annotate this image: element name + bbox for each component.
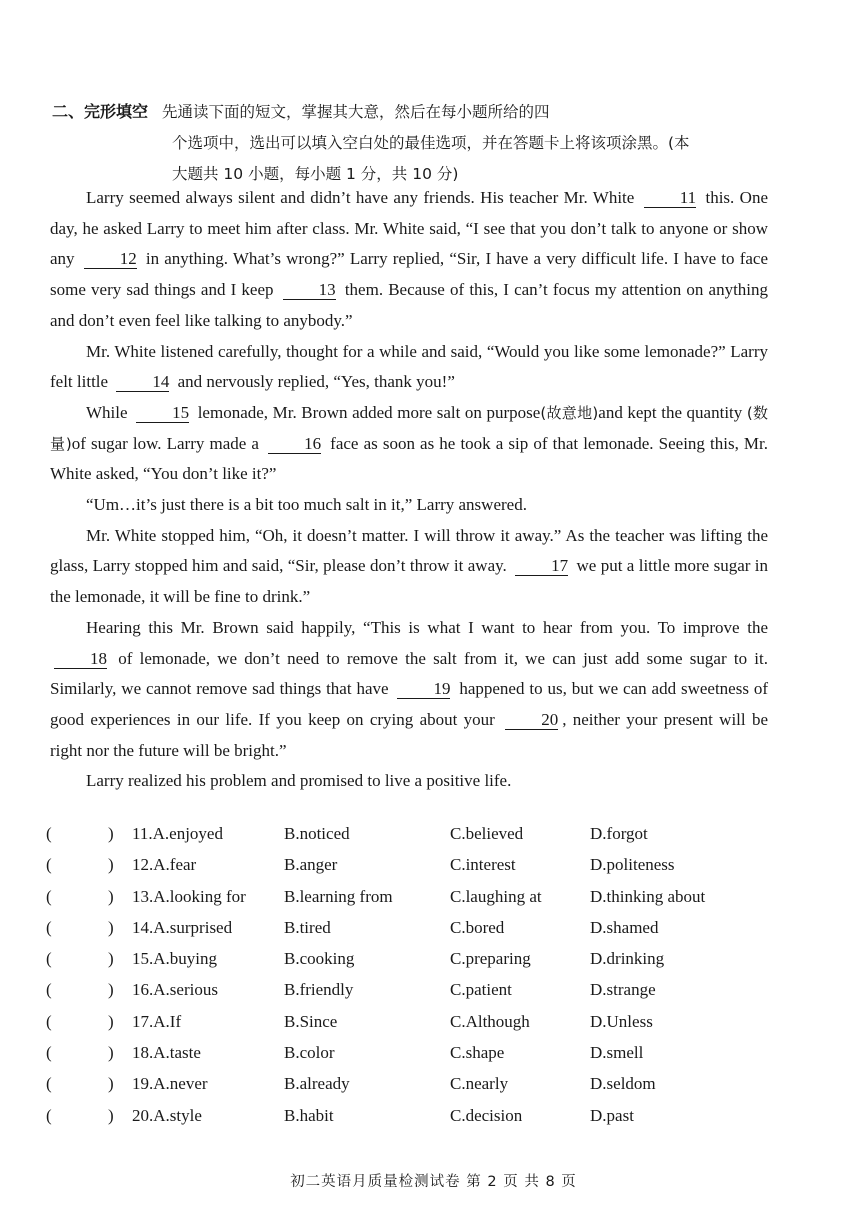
answer-paren-close[interactable]: ) — [108, 1011, 114, 1031]
question-row — [44, 1008, 804, 1039]
blank-19: 19 — [397, 680, 450, 699]
option-d: D.thinking about — [590, 886, 706, 906]
section-title: 完形填空 — [84, 102, 149, 121]
answer-paren-open[interactable]: ( — [46, 1105, 52, 1125]
answer-paren-open[interactable]: ( — [46, 1074, 52, 1094]
option-a: 17.A.If — [132, 1011, 182, 1031]
option-c: C.laughing at — [450, 886, 542, 906]
option-b: B.anger — [284, 855, 338, 875]
blank-14: 14 — [116, 373, 169, 392]
option-d: D.smell — [590, 1043, 644, 1063]
option-b: B.tired — [284, 917, 331, 937]
passage-text: , neither your present will be right nor the future will be bright.” — [50, 709, 768, 760]
question-row — [44, 914, 804, 945]
passage-paragraph-4: “Um…it’s just there is a bit too much salt in it,” Larry answered. — [86, 495, 527, 515]
gloss-text: (数量) — [50, 403, 769, 453]
answer-paren-close[interactable]: ) — [108, 1043, 114, 1063]
passage-paragraph-5 — [50, 521, 768, 613]
option-b: B.cooking — [284, 949, 355, 969]
option-a: 19.A.never — [132, 1074, 208, 1094]
option-c: C.Although — [450, 1011, 530, 1031]
section-header-line1 — [52, 96, 822, 128]
answer-paren-close[interactable]: ) — [108, 1105, 114, 1125]
passage-text: this. One day, he asked Larry to meet him after class. Mr. White said, “I see that you don’t talk to anyone or show any — [50, 188, 769, 269]
option-c: C.decision — [450, 1105, 523, 1125]
blank-13: 13 — [283, 281, 336, 300]
passage-text: happened to us, but we can add sweetness of good experiences in our life. If you keep on crying about your — [50, 679, 768, 729]
passage-paragraph-7: Larry realized his problem and promised to live a positive life. — [86, 771, 512, 791]
option-a: 13.A.looking for — [132, 886, 246, 906]
option-d: D.politeness — [590, 855, 675, 875]
option-d: D.past — [590, 1105, 634, 1125]
option-c: C.bored — [450, 917, 505, 937]
passage-text: them. Because of this, I can’t focus my attention on anything and don’t even feel like talking to anybody.” — [50, 280, 769, 330]
answer-paren-open[interactable]: ( — [46, 824, 52, 843]
option-c: C.patient — [450, 980, 512, 1000]
question-row — [44, 1070, 804, 1101]
passage-paragraph-3 — [50, 398, 768, 490]
passage-paragraph-2 — [50, 337, 768, 398]
passage-text: face as soon as he took a sip of that lemonade. Seeing this, Mr. White asked, “You don’t like it?” — [50, 433, 769, 484]
question-row — [44, 945, 804, 976]
passage-paragraph-6 — [50, 613, 768, 767]
answer-paren-close[interactable]: ) — [108, 949, 114, 969]
passage-text: Mr. White stopped him, “Oh, it doesn’t matter. I will throw it away.” As the teacher was lifting the glass, Larry stopped him and said, “Sir, please don’t throw it away. — [50, 525, 768, 576]
question-row — [44, 1039, 804, 1070]
option-a: 11.A.enjoyed — [132, 824, 223, 843]
option-c: C.believed — [450, 824, 524, 843]
instruction-line-2: 个选项中，选出可以填入空白处的最佳选项，并在答题卡上将该项涂黑。(本 — [172, 134, 690, 152]
passage-text: of sugar low. Larry made a — [71, 433, 259, 453]
question-row — [44, 976, 804, 1007]
passage-text: Larry seemed always silent and didn’t have any friends. His teacher Mr. White — [86, 188, 635, 207]
option-b: B.noticed — [284, 824, 350, 843]
option-d: D.Unless — [590, 1011, 653, 1031]
answer-paren-close[interactable]: ) — [108, 886, 114, 906]
option-d: D.seldom — [590, 1074, 656, 1094]
option-a: 20.A.style — [132, 1105, 202, 1125]
option-c: C.interest — [450, 855, 516, 875]
answer-paren-open[interactable]: ( — [46, 949, 52, 969]
section-number: 二、 — [52, 102, 85, 121]
option-a: 15.A.buying — [132, 949, 217, 969]
answer-paren-close[interactable]: ) — [108, 980, 114, 1000]
option-c: C.nearly — [450, 1074, 509, 1094]
page-footer: 初二英语月质量检测试卷 第 2 页 共 8 页 — [290, 1174, 577, 1190]
instruction-line-1: 先通读下面的短文，掌握其大意，然后在每小题所给的四 — [162, 103, 550, 121]
option-c: C.preparing — [450, 949, 531, 969]
gloss-text: (故意地) — [540, 403, 599, 422]
question-row — [44, 883, 804, 914]
passage-text: and nervously replied, “Yes, thank you!” — [177, 372, 455, 392]
passage-text: Mr. White listened carefully, thought for a while and said, “Would you like some lemonade?” Larry felt little — [50, 341, 768, 392]
option-d: D.forgot — [590, 824, 648, 843]
passage-text: we put a little more sugar in the lemonade, it will be fine to drink.” — [50, 556, 768, 607]
question-row — [44, 851, 804, 882]
blank-18: 18 — [54, 650, 107, 669]
option-b: B.already — [284, 1074, 350, 1094]
blank-16: 16 — [268, 435, 321, 454]
option-d: D.shamed — [590, 917, 659, 937]
option-b: B.color — [284, 1043, 335, 1063]
answer-paren-open[interactable]: ( — [46, 886, 52, 906]
question-row — [44, 1102, 804, 1133]
option-a: 14.A.surprised — [132, 917, 233, 937]
answer-paren-close[interactable]: ) — [108, 855, 114, 875]
passage-text: of lemonade, we don’t need to remove the salt from it, we can just add some sugar to it. Similarly, we cannot remove sad things that have — [50, 648, 769, 699]
option-a: 16.A.serious — [132, 980, 218, 1000]
option-a: 18.A.taste — [132, 1043, 201, 1063]
passage-text: in anything. What’s wrong?” Larry replied, “Sir, I have a very difficult life. I have to face some very sad things and I keep — [50, 249, 768, 300]
option-c: C.shape — [450, 1043, 505, 1063]
option-b: B.habit — [284, 1105, 334, 1125]
question-list — [44, 820, 804, 1133]
blank-15: 15 — [136, 404, 189, 423]
option-b: B.friendly — [284, 980, 354, 1000]
passage-text: and kept the quantity — [598, 402, 743, 422]
blank-11: 11 — [644, 189, 696, 208]
blank-20: 20 — [505, 711, 558, 730]
answer-paren-close[interactable]: ) — [108, 1074, 114, 1094]
answer-paren-open[interactable]: ( — [46, 980, 52, 1000]
blank-12: 12 — [84, 250, 137, 269]
answer-paren-close[interactable]: ) — [108, 917, 114, 937]
option-a: 12.A.fear — [132, 855, 197, 875]
cloze-passage — [50, 183, 768, 797]
answer-paren-open[interactable]: ( — [46, 855, 52, 875]
option-d: D.strange — [590, 980, 656, 1000]
question-row — [44, 820, 804, 851]
passage-text: While — [86, 402, 128, 422]
section-header — [52, 96, 822, 190]
option-b: B.Since — [284, 1011, 338, 1031]
passage-text: lemonade, Mr. Brown added more salt on purpose — [197, 402, 541, 422]
option-d: D.drinking — [590, 949, 665, 969]
answer-paren-open[interactable]: ( — [46, 1011, 52, 1031]
option-b: B.learning from — [284, 886, 393, 906]
answer-paren-close[interactable]: ) — [108, 824, 114, 843]
answer-paren-open[interactable]: ( — [46, 1043, 52, 1063]
instruction-line-3: 大题共 10 小题，每小题 1 分，共 10 分) — [172, 165, 459, 183]
blank-17: 17 — [515, 557, 568, 576]
passage-paragraph-1 — [50, 183, 768, 337]
answer-paren-open[interactable]: ( — [46, 917, 52, 937]
passage-text: Hearing this Mr. Brown said happily, “This is what I want to hear from you. To improve the — [86, 617, 768, 637]
